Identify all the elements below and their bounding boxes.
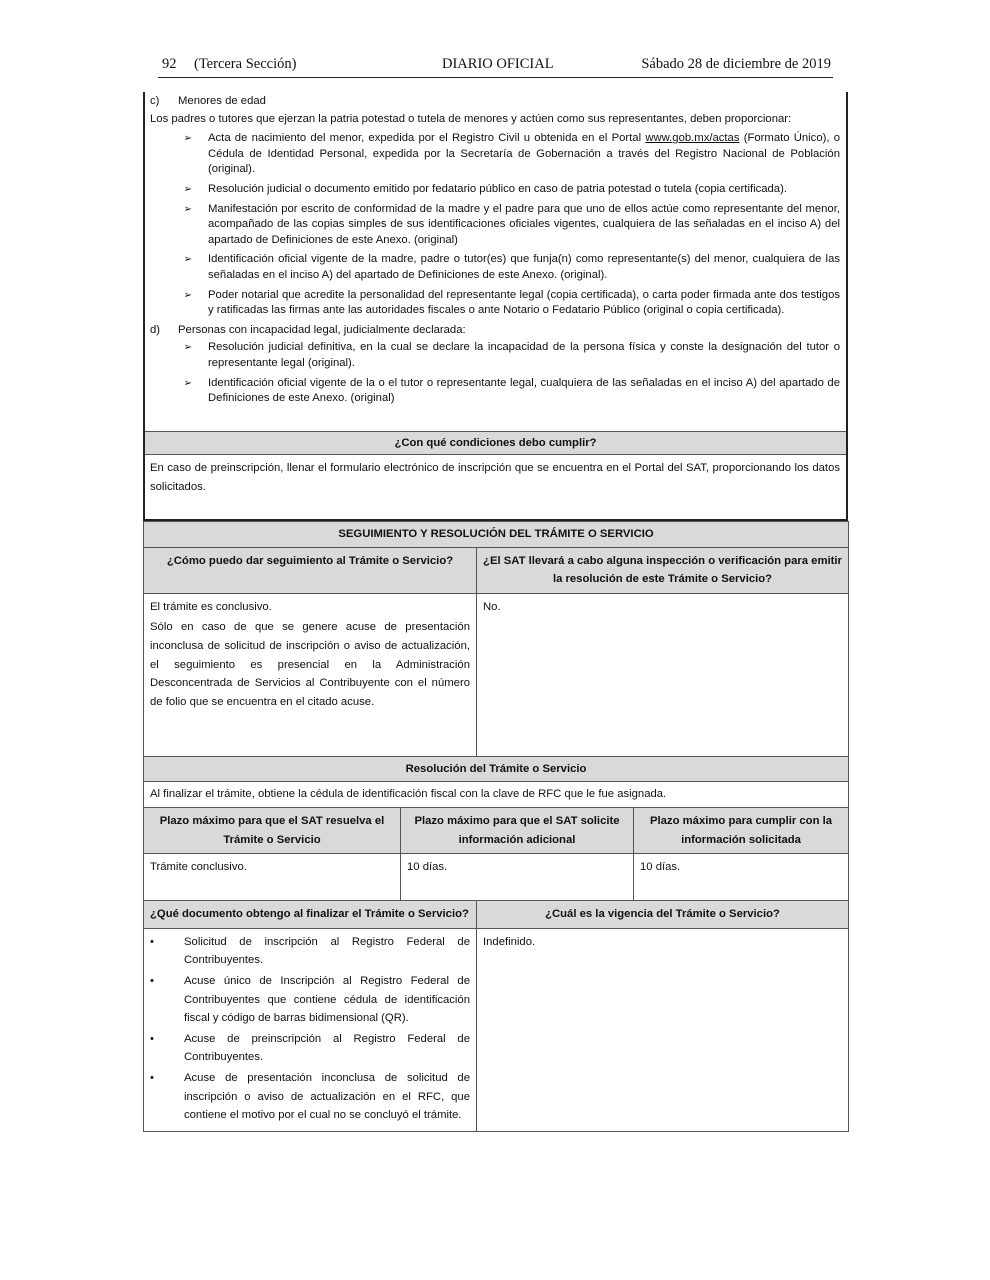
- list-item: • Acuse único de Inscripción al Registro Federal de Contribuyentes que contiene cédula de identificación fiscal y código de barras bidimensional (QR).: [150, 972, 470, 1028]
- followup-col1-header: ¿Cómo puedo dar seguimiento al Trámite o Servicio?: [144, 547, 477, 593]
- page-number: 92: [162, 56, 177, 72]
- arrow-bullet-icon: ➢: [183, 377, 192, 389]
- arrow-bullet-icon: ➢: [183, 133, 192, 145]
- arrow-bullet-icon: ➢: [183, 203, 192, 215]
- documents-list: [150, 933, 470, 1125]
- resolution-col3-header: Plazo máximo para cumplir con la información solicitada: [634, 808, 849, 854]
- followup-table: [143, 521, 849, 757]
- validity-header: ¿Cuál es la vigencia del Trámite o Servicio?: [477, 901, 849, 928]
- resolution-col2-value: 10 días.: [401, 854, 634, 901]
- validity-cell: Indefinido.: [477, 928, 849, 1131]
- resolution-heading: Resolución del Trámite o Servicio: [144, 757, 849, 782]
- list-item: • Acuse de presentación inconclusa de solicitud de inscripción o aviso de actualización en el RFC, que contiene el motivo por el cual no se concluyó el trámite.: [150, 1069, 470, 1125]
- list-item: ➢ Resolución judicial o documento emitido por fedatario público en caso de patria potestad o tutela (copia certificada).: [145, 180, 846, 200]
- followup-col2-cell: No.: [477, 593, 849, 756]
- minors-heading: c) Menores de edad: [150, 95, 266, 107]
- section-label: (Tercera Sección): [194, 56, 297, 72]
- followup-col1-cell: El trámite es conclusivo. Sólo en caso de que se genere acuse de presentación inconclusa de solicitud de inscripción o aviso de actualización, el seguimiento es presencial en la Administración Desconcentrada de Servicios al Contribuyente con el número de folio que se encuentra en el citado acuse.: [144, 593, 477, 756]
- resolution-col1-value: Trámite conclusivo.: [144, 854, 401, 901]
- list-item: ➢ Manifestación por escrito de conformidad de la madre y el padre para que uno de ellos actúe como representante del menor, acompañado de las copias simples de sus identificaciones oficiales vigentes, cualquiera de las señaladas en el inciso A) del apartado de Definiciones de este Anexo. (original): [145, 200, 846, 251]
- page-header: [158, 56, 833, 76]
- bullet-icon: •: [150, 1032, 154, 1045]
- bullet-icon: •: [150, 1072, 154, 1084]
- resolution-text: Al finalizar el trámite, obtiene la cédula de identificación fiscal con la clave de RFC que le fue asignada.: [144, 782, 849, 808]
- list-item: ➢ Resolución judicial definitiva, en la cual se declare la incapacidad de la persona física y conste la designación del tutor o representante legal (original).: [145, 338, 846, 373]
- arrow-bullet-icon: ➢: [183, 183, 192, 195]
- bullet-icon: •: [150, 935, 154, 948]
- list-item: ➢ Acta de nacimiento del menor, expedida por el Registro Civil u obtenida en el Portal www.gob.mx/actas (Formato Único), o Cédula de Identidad Personal, expedida por la Secretaría de Gobernación a través del Registro Nacional de Población (original).: [145, 129, 846, 180]
- followup-col2-header: ¿El SAT llevará a cabo alguna inspección o verificación para emitir la resolución de este Trámite o Servicio?: [477, 547, 849, 593]
- list-item: • Solicitud de inscripción al Registro Federal de Contribuyentes.: [150, 933, 470, 970]
- arrow-bullet-icon: ➢: [183, 289, 192, 301]
- resolution-col1-header: Plazo máximo para que el SAT resuelva el Trámite o Servicio: [144, 808, 401, 854]
- minors-intro: Los padres o tutores que ejerzan la patria potestad o tutela de menores y actúen como sus representantes, deben proporcionar:: [150, 112, 792, 125]
- minors-list: [145, 129, 846, 321]
- arrow-bullet-icon: ➢: [183, 254, 192, 266]
- header-rule: [158, 77, 833, 78]
- list-item: ➢ Identificación oficial vigente de la madre, padre o tutor(es) que funja(n) como representante(s) del menor, cualquiera de las señaladas en el inciso A) del apartado de Definiciones de este Anexo. (original).: [145, 250, 846, 285]
- resolution-col2-header: Plazo máximo para que el SAT solicite información adicional: [401, 808, 634, 854]
- bullet-icon: •: [150, 975, 154, 988]
- requirements-box: [143, 92, 848, 521]
- documents-cell: [144, 928, 477, 1131]
- resolution-table: [143, 757, 849, 901]
- followup-heading: SEGUIMIENTO Y RESOLUCIÓN DEL TRÁMITE O SERVICIO: [144, 521, 849, 547]
- arrow-bullet-icon: ➢: [183, 342, 192, 354]
- list-item: ➢ Poder notarial que acredite la personalidad del representante legal (copia certificada), o carta poder firmada ante dos testigos y ratificadas las firmas ante las autoridades fiscales o ante Notario o Fedatario Público (original o copia certificada).: [145, 286, 846, 321]
- incapacity-list: [145, 338, 846, 408]
- documents-table: [143, 901, 849, 1132]
- list-item: ➢ Identificación oficial vigente de la o el tutor o representante legal, cualquiera de las señaladas en el inciso A) del apartado de Definiciones de este Anexo. (original): [145, 374, 846, 409]
- journal-title: DIARIO OFICIAL: [442, 56, 554, 72]
- documents-header: ¿Qué documento obtengo al finalizar el Trámite o Servicio?: [144, 901, 477, 928]
- actas-link[interactable]: www.gob.mx/actas: [645, 132, 740, 145]
- list-item: • Acuse de preinscripción al Registro Federal de Contribuyentes.: [150, 1030, 470, 1067]
- resolution-col3-value: 10 días.: [634, 854, 849, 901]
- document-body: [143, 92, 848, 1132]
- incapacity-heading: d) Personas con incapacidad legal, judicialmente declarada:: [150, 323, 466, 336]
- conditions-text: En caso de preinscripción, llenar el formulario electrónico de inscripción que se encuentra en el Portal del SAT, proporcionando los datos solicitados.: [150, 461, 840, 493]
- conditions-heading: ¿Con qué condiciones debo cumplir?: [145, 431, 846, 455]
- publication-date: Sábado 28 de diciembre de 2019: [641, 56, 831, 72]
